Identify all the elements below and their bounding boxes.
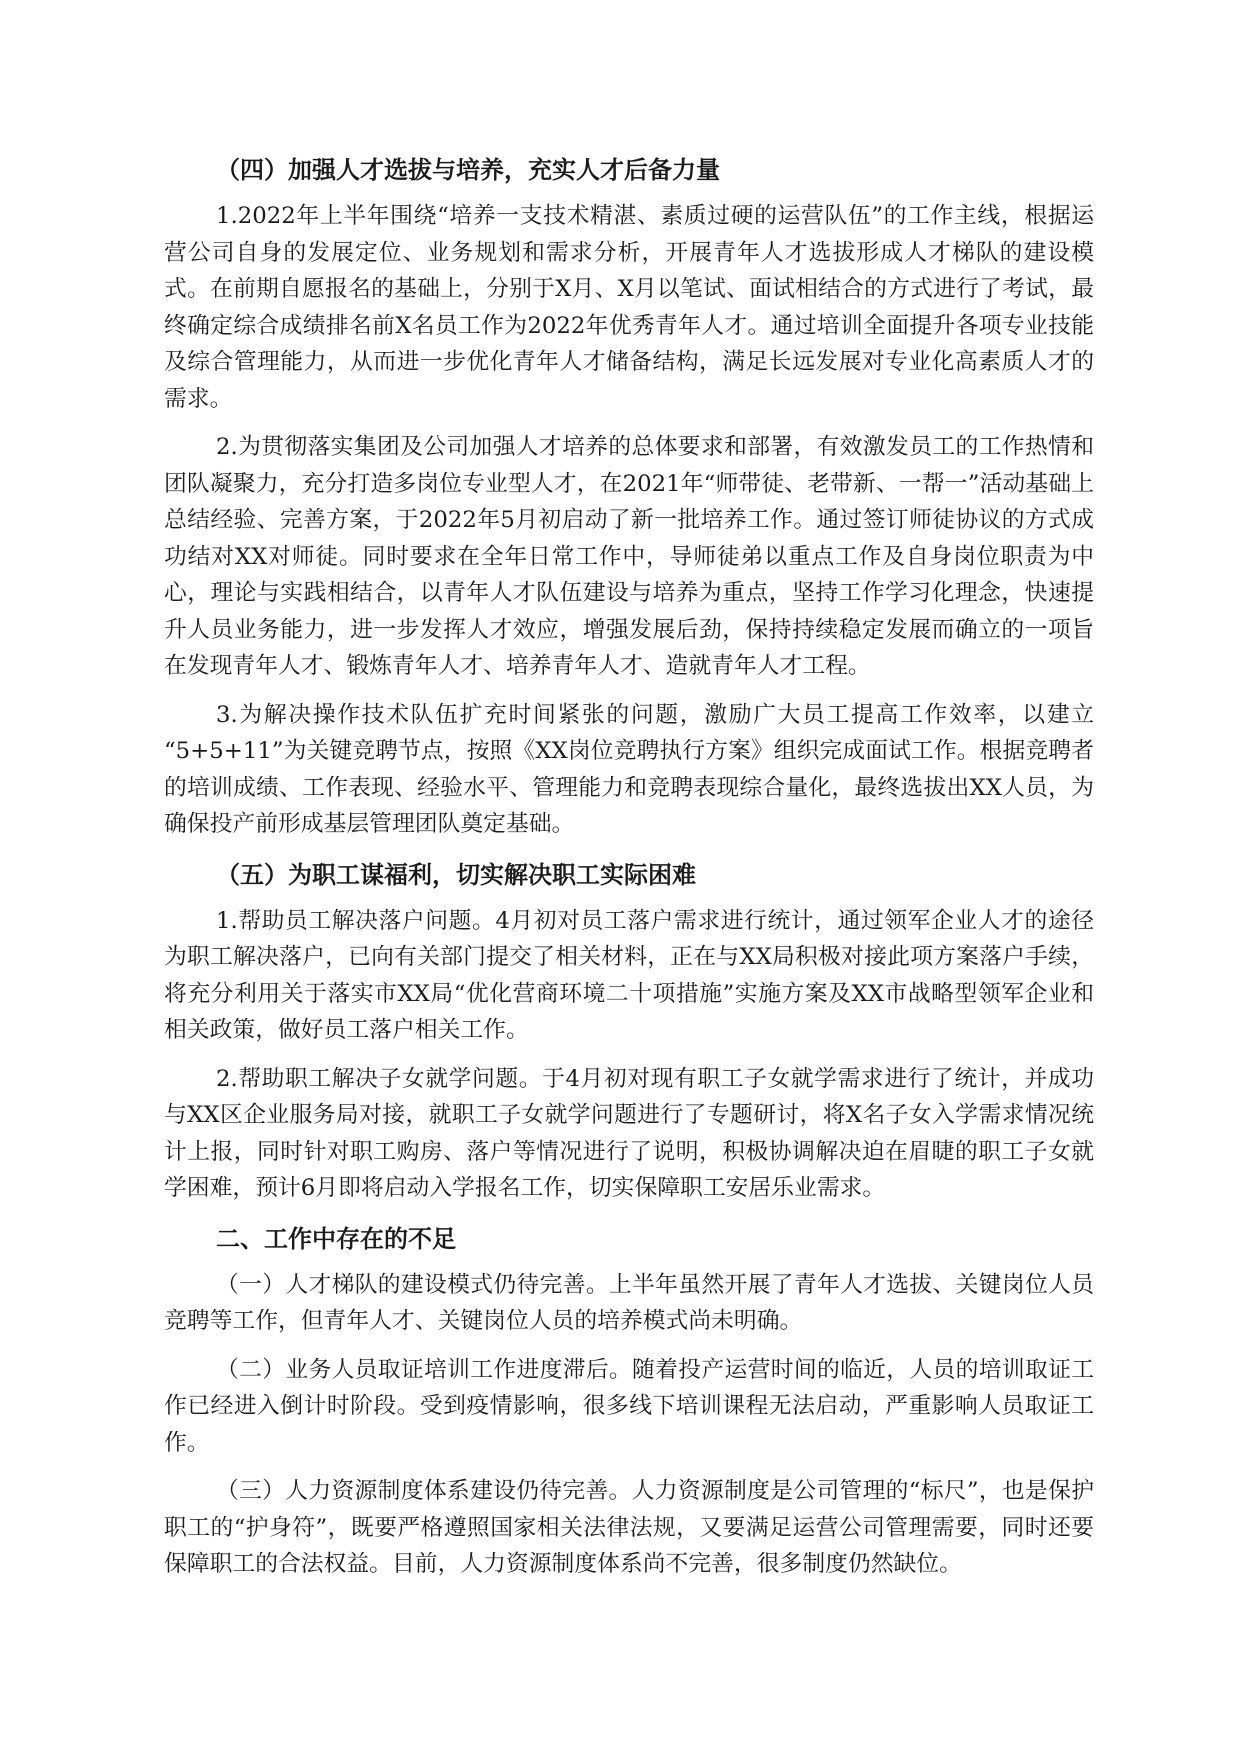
paragraph: （一）人才梯队的建设模式仍待完善。上半年虽然开展了青年人才选拔、关键岗位人员竞聘等工作，但青年人才、关键岗位人员的培养模式尚未明确。: [164, 1271, 1094, 1334]
section-heading: 二、工作中存在的不足: [216, 1223, 456, 1253]
paragraph: （二）业务人员取证培训工作进度滞后。随着投产运营时间的临近，人员的培训取证工作已经进入倒计时阶段。受到疫情影响，很多线下培训课程无法启动，严重影响人员取证工作。: [164, 1356, 1094, 1456]
section-heading: （五）为职工谋福利，切实解决职工实际困难: [216, 859, 696, 889]
section-shortcomings: [164, 1219, 1094, 1583]
paragraph: 2.为贯彻落实集团及公司加强人才培养的总体要求和部署，有效激发员工的工作热情和团队凝聚力，充分打造多岗位专业型人才，在2021年“师带徒、老带新、一帮一”活动基础上总结经验、完善方案，于2022年5月初启动了新一批培养工作。通过签订师徒协议的方式成功结对XX对师徒。同时要求在全年日常工作中，导师徒弟以重点工作及自身岗位职责为中心，理论与实践相结合，以青年人才队伍建设与培养为重点，坚持工作学习化理念，快速提升人员业务能力，进一步发挥人才效应，增强发展后劲，保持持续稳定发展而确立的一项旨在发现青年人才、锻炼青年人才、培养青年人才、造就青年人才工程。: [164, 434, 1094, 679]
section-employee-welfare: [164, 855, 1094, 1207]
section-talent-selection: [164, 150, 1094, 843]
paragraph: 1.帮助员工解决落户问题。4月初对员工落户需求进行统计，通过领军企业人才的途径为职工解决落户，已向有关部门提交了相关材料，正在与XX局积极对接此项方案落户手续，将充分利用关于落实市XX局“优化营商环境二十项措施”实施方案及XX市战略型领军企业和相关政策，做好员工落户相关工作。: [164, 907, 1094, 1043]
paragraph: 3.为解决操作技术队伍扩充时间紧张的问题，激励广大员工提高工作效率，以建立 “5+5+11”为关键竞聘节点，按照《XX岗位竞聘执行方案》组织完成面试工作。根据竞聘者的培训成绩、工作表现、经验水平、管理能力和竞聘表现综合量化，最终选拔出XX人员，为确保投产前形成基层管理团队奠定基础。: [164, 701, 1094, 837]
section-heading: （四）加强人才选拔与培养，充实人才后备力量: [216, 155, 720, 184]
paragraph: 1.2022年上半年围绕“培养一支技术精湛、素质过硬的运营队伍”的工作主线，根据运营公司自身的发展定位、业务规划和需求分析，开展青年人才选拔形成人才梯队的建设模式。在前期自愿报名的基础上，分别于X月、X月以笔试、面试相结合的方式进行了考试，最终确定综合成绩排名前X名员工作为2022年优秀青年人才。通过培训全面提升各项专业技能及综合管理能力，从而进一步优化青年人才储备结构，满足长远发展对专业化高素质人才的需求。: [164, 203, 1094, 412]
document-page: [164, 150, 1094, 1595]
paragraph: （三）人力资源制度体系建设仍待完善。人力资源制度是公司管理的“标尺”，也是保护职工的“护身符”，既要严格遵照国家相关法律法规，又要满足运营公司管理需要，同时还要保障职工的合法权益。目前，人力资源制度体系尚不完善，很多制度仍然缺位。: [164, 1478, 1094, 1577]
paragraph: 2.帮助职工解决子女就学问题。于4月初对现有职工子女就学需求进行了统计，并成功与XX区企业服务局对接，就职工子女就学问题进行了专题研讨，将X名子女入学需求情况统计上报，同时针对职工购房、落户等情况进行了说明，积极协调解决迫在眉睫的职工子女就学困难，预计6月即将启动入学报名工作，切实保障职工安居乐业需求。: [164, 1065, 1094, 1201]
